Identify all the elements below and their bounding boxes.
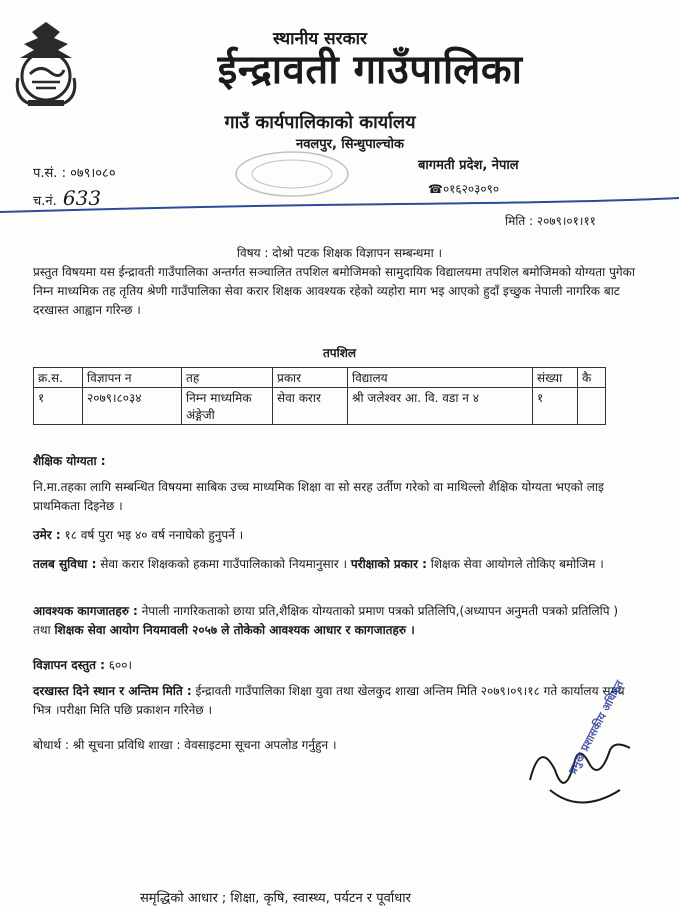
header-address: नवलपुर, सिन्धुपाल्चोक [295,137,405,152]
deadline-label: दरखास्त दिने स्थान र अन्तिम मिति : [33,684,192,698]
salary-label: तलब सुविधा : [33,557,97,571]
documents-text: नेपाली नागरिकताको छाया प्रति,शैक्षिक योग्यताको प्रमाण पत्रको प्रतिलिपि,(अध्यापन अनुमती पत्रको प्रतिलिपि ) तथा [33,604,619,637]
seal-text: प्रमुख प्रशासकीय अधिकृत [566,678,627,777]
age-text: १८ वर्ष पुरा भइ ४० वर्ष ननाघेको हुनुपर्ने । [64,528,244,542]
cell-serial: १ [34,388,83,425]
qualification-heading: शैक्षिक योग्यता : [33,454,106,468]
footer-slogan: समृद्धिको आधार ; शिक्षा, कृषि, स्वास्थ्य, पर्यटन र पूर्वाधार [140,891,411,906]
age-label: उमेर : [33,528,61,542]
details-table [33,367,606,425]
col-ad-number: विज्ञापन न [83,368,182,388]
col-remarks: कै [578,368,606,388]
ps-value: ०७९।०८० [70,166,116,181]
salary-section [33,555,638,574]
cell-ad-number: २०७९।८०३४ [83,388,182,425]
exam-type-label: परीक्षाको प्रकार : [350,557,427,571]
documents-label: आवश्यक कागजातहरु : [33,604,138,618]
subject-line: विषय : दोश्रो पटक शिक्षक विज्ञापन सम्बन्धमा । [236,246,443,260]
cn-label: च.नं. [33,194,57,209]
deadline-text: ईन्द्रावती गाउँपालिका शिक्षा युवा तथा खेलकुद शाखा अन्तिम मिति २०७९।०९।१८ गते कार्यालय समय भित्र ।परीक्षा मिति पछि प्रकाशन गरिनेछ । [33,684,625,717]
exam-type-text: शिक्षक सेवा आयोगले तोकिए बमोजिम । [430,557,604,571]
age-requirement [33,526,638,545]
col-count: संख्या [533,368,578,388]
table-row [34,388,606,425]
header-municipality-title: ईन्द्रावती गाउँपालिका [217,47,523,93]
documents-section [33,602,638,640]
fee-section [33,656,638,675]
cn-value-handwritten: 633 [62,186,102,210]
col-type: प्रकार [273,368,348,388]
documents-bold-text: शिक्षक सेवा आयोग नियमावली २०५७ ले तोकेको आवश्यक आधार र कागजातहरु । [54,623,415,637]
fee-label: विज्ञापन दस्तुत : [33,658,105,672]
cell-count: १ [533,388,578,425]
qualification-text: नि.मा.तहका लागि सम्बन्धित विषयमा साबिक उच्च माध्यमिक शिक्षा वा सो सरह उर्तीण गरेको वा माथिल्लो शैक्षिक योग्यता भएको लाइ प्राथमिकता दिइनेछ । [33,480,604,513]
intro-paragraph: प्रस्तुत विषयमा यस ईन्द्रावती गाउँपालिका अन्तर्गत सञ्चालित तपशिल बमोजिमको सामुदायिक विद्यालयमा तपशिल बमोजिमको योग्यता पुगेका निम्न माध्यमिक तह तृतिय श्रेणी गाउँपालिका सेवा करार शिक्षक आवश्यक रहेको व्यहोरा माग भइ आएको हुदाँ इच्छुक नेपाली नागरिक बाट दरखास्त आह्वान गरिन्छ । [33,265,635,317]
salary-text: सेवा करार शिक्षकको हकमा गाउँपालिकाको नियमानुसार । [100,557,348,571]
ps-label: प.सं. : [33,166,66,181]
faded-stamp-icon [232,148,352,200]
cc-line: बोधार्थ : श्री सूचना प्रविधि शाखा : वेवसाइटमा सूचना अपलोड गर्नुहुन । [33,738,337,752]
table-header-row [34,368,606,388]
col-serial: क्र.स. [34,368,83,388]
province-name: बागमती प्रदेश, नेपाल [418,158,519,173]
cell-type: सेवा करार [273,388,348,425]
government-emblem-icon [10,18,82,110]
phone-number: ☎०१६२०३०९० [428,182,500,196]
table-heading: तपशिल [322,346,357,360]
cell-level: निम्न माध्यमिक अंङ्गेजी [182,388,273,425]
header-local-government: स्थानीय सरकार [272,29,367,49]
cell-remarks [578,388,606,425]
cell-school: श्री जलेश्वर आ. वि. वडा न ४ [348,388,533,425]
reference-number [33,163,116,181]
col-school: विद्यालय [348,368,533,388]
issue-date: मिति : २०७९।०१।११ [505,214,596,228]
header-office-name: गाउँ कार्यपालिकाको कार्यालय [224,112,416,133]
deadline-section [33,682,638,720]
col-level: तह [182,368,273,388]
fee-text: ६००। [108,658,133,672]
